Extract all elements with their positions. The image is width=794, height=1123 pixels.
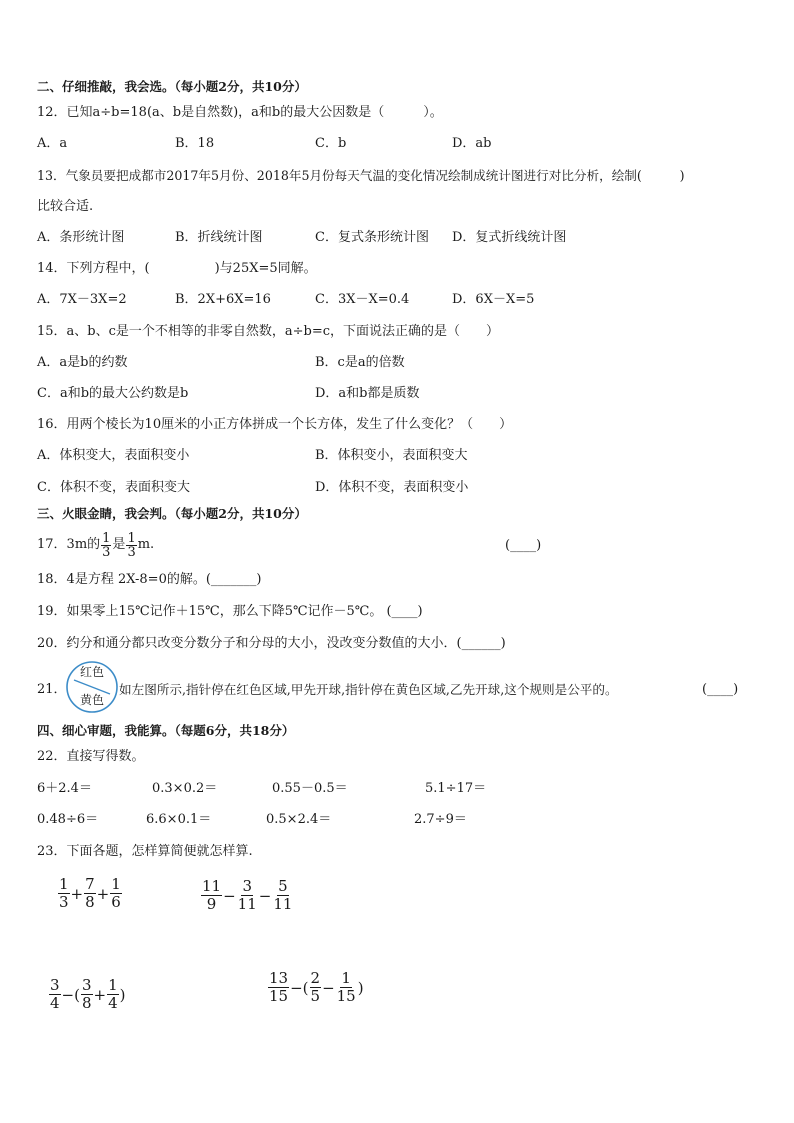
e4-operator-2: − bbox=[322, 978, 335, 997]
e3-operator-2: + bbox=[93, 985, 107, 1004]
q15-option-c: C．a和b的最大公约数是b bbox=[37, 386, 189, 401]
e4-close-paren: ) bbox=[357, 978, 364, 997]
e4-fraction-c: $\frac{1}{15}$ bbox=[336, 969, 356, 1005]
question-17 bbox=[37, 530, 154, 560]
e1-fraction-b: $\frac{7}{8}$ bbox=[85, 875, 95, 911]
q17-suffix: m. bbox=[137, 537, 155, 552]
q12-option-a: A．a bbox=[37, 136, 68, 151]
e1-fraction-c: $\frac{1}{6}$ bbox=[111, 875, 121, 911]
q23-expression-4 bbox=[267, 970, 364, 1005]
e1-operator-1: + bbox=[70, 884, 84, 903]
q22-item-4: 5.1÷17＝ bbox=[425, 781, 487, 796]
spinner-yellow-label: 黄色 bbox=[80, 693, 105, 707]
q22-item-7: 0.5×2.4＝ bbox=[266, 812, 332, 827]
question-15: 15．a、b、c是一个不相等的非零自然数，a÷b=c，下面说法正确的是（ ） bbox=[37, 324, 500, 339]
question-22: 22．直接写得数。 bbox=[37, 749, 145, 764]
question-18: 18．4是方程 2X-8=0的解。(_______) bbox=[37, 572, 262, 587]
e2-operator-2: − bbox=[258, 886, 272, 905]
q17-prefix: 17．3m的 bbox=[37, 537, 101, 552]
q13-option-d: D．复式折线统计图 bbox=[452, 230, 567, 245]
q14-option-c: C．3X－X=0.4 bbox=[315, 292, 410, 307]
q15-option-a: A．a是b的约数 bbox=[37, 355, 128, 370]
e2-fraction-c: $\frac{5}{11}$ bbox=[273, 877, 293, 913]
e2-fraction-b: $\frac{3}{11}$ bbox=[237, 877, 257, 913]
q21-answer-blank[interactable]: (____) bbox=[702, 682, 739, 697]
e1-fraction-a: $\frac{1}{3}$ bbox=[59, 875, 69, 911]
spinner-red-label: 红色 bbox=[80, 665, 105, 679]
question-23: 23．下面各题，怎样算简便就怎样算. bbox=[37, 844, 253, 859]
q12-option-b: B．18 bbox=[175, 136, 215, 151]
q14-option-d: D．6X－X=5 bbox=[452, 292, 535, 307]
q12-option-c: C．b bbox=[315, 136, 347, 151]
question-12: 12．已知a÷b=18(a、b是自然数)，a和b的最大公因数是（ ）。 bbox=[37, 105, 443, 120]
q22-item-5: 0.48÷6＝ bbox=[37, 812, 99, 827]
q16-option-b: B．体积变小，表面积变大 bbox=[315, 448, 468, 463]
q16-option-c: C．体积不变，表面积变大 bbox=[37, 480, 190, 495]
q13-option-c: C．复式条形统计图 bbox=[315, 230, 429, 245]
e2-fraction-a: $\frac{11}{9}$ bbox=[202, 877, 222, 913]
e4-operator-1: −( bbox=[290, 978, 309, 997]
q22-item-3: 0.55－0.5＝ bbox=[272, 781, 348, 796]
q15-option-b: B．c是a的倍数 bbox=[315, 355, 405, 370]
q17-fraction-2: $\frac{1}{3}$ bbox=[127, 530, 136, 560]
section-2-title: 二、仔细推敲，我会选。（每小题2分，共10分） bbox=[37, 79, 307, 94]
q22-item-2: 0.3×0.2＝ bbox=[152, 781, 218, 796]
q14-option-b: B．2X+6X=16 bbox=[175, 292, 271, 307]
q22-item-6: 6.6×0.1＝ bbox=[146, 812, 212, 827]
e4-fraction-a: $\frac{13}{15}$ bbox=[269, 969, 289, 1005]
e1-operator-2: + bbox=[96, 884, 110, 903]
e3-operator-1: −( bbox=[61, 985, 80, 1004]
q13-option-b: B．折线统计图 bbox=[175, 230, 263, 245]
question-14: 14．下列方程中，( )与25X=5同解。 bbox=[37, 261, 317, 276]
q17-answer-blank[interactable]: (____) bbox=[505, 538, 542, 553]
question-16: 16．用两个棱长为10厘米的小正方体拼成一个长方体，发生了什么变化？（ ） bbox=[37, 417, 513, 432]
e3-close-paren: ) bbox=[119, 985, 126, 1004]
q23-expression-1 bbox=[57, 876, 123, 911]
q23-expression-3 bbox=[48, 977, 126, 1012]
section-4-title: 四、细心审题，我能算。（每题6分，共18分） bbox=[37, 723, 295, 738]
q22-item-8: 2.7÷9＝ bbox=[414, 812, 467, 827]
e3-fraction-c: $\frac{1}{4}$ bbox=[108, 976, 118, 1012]
q16-option-d: D．体积不变，表面积变小 bbox=[315, 480, 469, 495]
q16-option-a: A．体积变大，表面积变小 bbox=[37, 448, 190, 463]
question-20: 20．约分和通分都只改变分数分子和分母的大小，没改变分数值的大小．(______) bbox=[37, 636, 506, 651]
question-21-number: 21． bbox=[37, 682, 67, 697]
e4-fraction-b: $\frac{2}{5}$ bbox=[310, 969, 321, 1005]
q13-option-a: A．条形统计图 bbox=[37, 230, 125, 245]
q14-option-a: A．7X－3X=2 bbox=[37, 292, 127, 307]
question-13: 13．气象员要把成都市2017年5月份、2018年5月份每天气温的变化情况绘制成统计图进行对比分析，绘制( ) bbox=[37, 168, 685, 183]
q22-item-1: 6＋2.4＝ bbox=[37, 781, 92, 796]
question-21: 如左图所示,指针停在红色区域,甲先开球,指针停在黄色区域,乙先开球,这个规则是公平的。 bbox=[119, 682, 618, 697]
q23-expression-2 bbox=[200, 878, 294, 913]
section-3-title: 三、火眼金睛，我会判。（每小题2分，共10分） bbox=[37, 506, 307, 521]
e3-fraction-a: $\frac{3}{4}$ bbox=[50, 976, 60, 1012]
e3-fraction-b: $\frac{3}{8}$ bbox=[81, 976, 92, 1012]
q17-fraction-1: $\frac{1}{3}$ bbox=[102, 530, 111, 560]
q12-option-d: D．ab bbox=[452, 136, 492, 151]
q15-option-d: D．a和b都是质数 bbox=[315, 386, 420, 401]
question-13-cont: 比较合适. bbox=[37, 199, 94, 214]
q17-mid: 是 bbox=[112, 537, 126, 552]
question-19: 19．如果零上15℃记作＋15℃，那么下降5℃记作－5℃。 (____) bbox=[37, 604, 423, 619]
e2-operator-1: − bbox=[223, 886, 236, 905]
